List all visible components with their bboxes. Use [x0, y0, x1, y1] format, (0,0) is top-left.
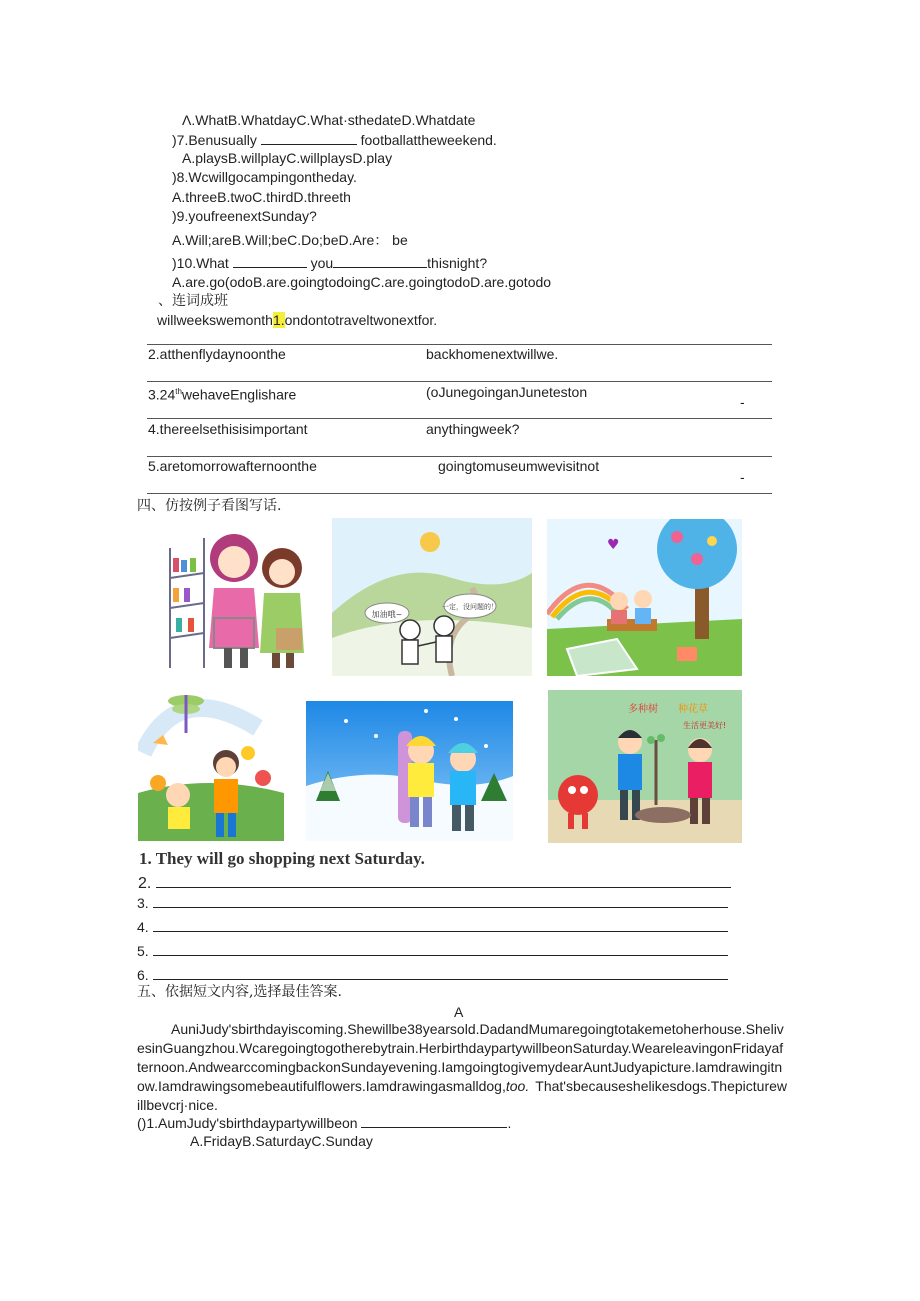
row5-left: 5.aretomorrowafternoonthe: [148, 458, 317, 474]
row3-left-a: 3.24: [148, 386, 176, 403]
row3-left-b: wehaveEnglishare: [181, 386, 297, 403]
line5-blank[interactable]: [153, 941, 728, 956]
q7-blank: [261, 130, 357, 145]
planting-picture: [548, 690, 742, 843]
q7-options: A.playsB.willplayC.willplaysD.play: [182, 150, 393, 166]
park-picture: [547, 519, 742, 676]
q10-stem-text-b: you: [310, 255, 334, 271]
answer-line: [147, 493, 772, 494]
q7-stem-text-a: )7.Benusually: [172, 132, 257, 148]
line2-number: 2.: [138, 875, 152, 892]
dash-mark: -: [740, 469, 745, 485]
snow-illustration: [306, 701, 513, 841]
shopping-picture: [164, 518, 312, 670]
q10-stem-text-a: )10.What: [172, 255, 229, 271]
row4-left: 4.thereelsethisisimportant: [148, 421, 308, 437]
line3-blank[interactable]: [153, 893, 728, 908]
reading-q1-stem: ()1.AumJudy'sbirthdaypartywillbeon: [137, 1115, 358, 1131]
climbing-picture: [332, 518, 532, 676]
section5-title: 五、依据短文内容,选择最佳答案.: [137, 984, 342, 1000]
passage-italic: too.: [505, 1078, 530, 1094]
section3-title: 、连词成班: [158, 293, 228, 309]
reading-q1-options: A.FridayB.SaturdayC.Sunday: [190, 1133, 373, 1149]
q7-stem-text-b: footballattheweekend.: [360, 132, 497, 148]
reading-q1: [137, 1113, 511, 1132]
q10-blank-1: [233, 253, 307, 268]
garden-illustration: [138, 683, 284, 841]
row3-left-sup: th: [175, 387, 182, 396]
line2-blank[interactable]: [156, 873, 731, 888]
shopping-illustration: [164, 518, 312, 670]
line4-number: 4.: [137, 919, 149, 935]
section4-title: 四、仿按例子看图写话.: [137, 498, 282, 514]
answer-line: [147, 418, 772, 419]
section3-row1: [157, 311, 437, 329]
line6-blank[interactable]: [153, 965, 728, 980]
sign-text-b: 种花草: [678, 704, 708, 715]
reading-passage: [137, 1020, 787, 1115]
q9-options: A.Will;areB.Will;beC.Do;beD.Are： be: [172, 232, 408, 248]
row5-right: goingtomuseumwevisitnot: [438, 458, 600, 474]
q10-options: A.are.go(odoB.are.goingtodoingC.are.goingtodoD.are.gotodo: [172, 274, 552, 290]
line3-number: 3.: [137, 895, 149, 911]
row2-left: 2.atthenflydaynoonthe: [148, 346, 286, 362]
row1-words-b: ondontotraveltwonextfor.: [284, 312, 438, 328]
q7-stem: [172, 130, 497, 149]
write-line-6: [137, 965, 728, 984]
q10-blank-2: [333, 253, 427, 268]
q8-options: A.threeB.twoC.thirdD.threeth: [172, 189, 351, 205]
q9-stem: )9.youfreenextSunday?: [172, 208, 317, 224]
bubble-right-text: 一定，没问题的！: [442, 603, 498, 611]
example-sentence: 1. They will go shopping next Saturday.: [139, 849, 425, 868]
passage-label: A: [454, 1004, 464, 1020]
row3-right: (oJunegoinganJuneteston: [426, 384, 588, 400]
dash-mark: -: [740, 394, 745, 410]
line4-blank[interactable]: [153, 917, 728, 932]
q10-stem: [172, 253, 487, 272]
write-line-5: [137, 941, 728, 960]
row4-right: anythingweek?: [426, 421, 520, 437]
row1-words-a: willweekswemonth: [157, 312, 273, 328]
row2-right: backhomenextwillwe.: [426, 346, 559, 362]
reading-q1-end: .: [507, 1115, 512, 1131]
write-line-2: [138, 873, 731, 893]
park-illustration: [547, 519, 742, 676]
line6-number: 6.: [137, 967, 149, 983]
sign-text-a: 多种树: [628, 704, 658, 715]
line5-number: 5.: [137, 943, 149, 959]
passage-end: That'sbecauseshelikesdogs.Thepicturewillbevcrj·nice.: [137, 1078, 787, 1113]
planting-illustration: [548, 690, 742, 843]
reading-q1-blank[interactable]: [361, 1113, 507, 1128]
row3-left: [148, 383, 296, 404]
letter-decoration: ♥: [607, 537, 620, 553]
q6-options: Λ.WhatB.WhatdayC.What·sthedateD.Whatdate: [182, 112, 476, 128]
passage-text: AuniJudy'sbirthdayiscoming.Shewillbe38yearsold.DadandMumaregoingtotakemetoherhouse.ShelivesinGuangzhou.Wcaregoingtogotherebytrain.HerbirthdaypartywillbeonSaturday.WeareleavingonFridayafternoon.AndwearccomingbackonSundayevening.IamgoingtogivemydearAuntJudyapicture.Iamdrawingitnow.Iamdrawingsomebeautifulflowers.Iamdrawingasmalldog,: [137, 1021, 784, 1094]
bubble-left-text: 加油哦~: [371, 610, 403, 619]
write-line-4: [137, 917, 728, 936]
q10-stem-text-c: thisnight?: [427, 255, 488, 271]
write-line-3: [137, 893, 728, 912]
garden-picture: [138, 683, 284, 841]
climbing-illustration: [332, 518, 532, 676]
sign-text-c: 生活更美好!: [683, 721, 727, 730]
snow-picture: [306, 701, 513, 841]
answer-line: [147, 381, 772, 382]
q8-stem: )8.Wcwillgocampingontheday.: [172, 169, 357, 185]
row1-number-highlight: 1.: [272, 312, 285, 328]
